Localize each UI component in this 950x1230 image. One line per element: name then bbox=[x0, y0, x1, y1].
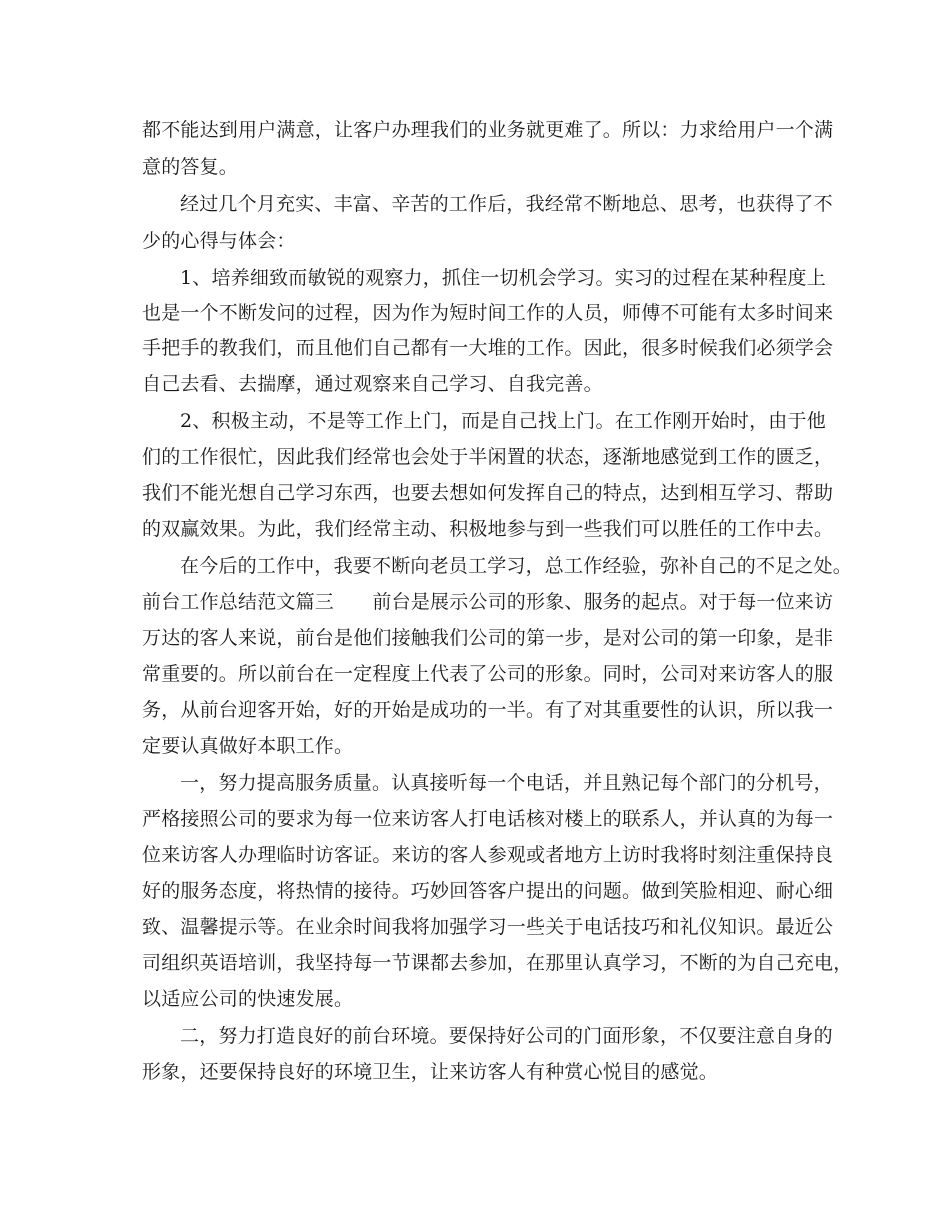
text-line: 自己去看、去揣摩，通过观察来自己学习、自我完善。 bbox=[142, 373, 603, 395]
paragraph-start: 二，努力打造良好的前台环境。要保持好公司的门面形象，不仅要注意自身的 bbox=[180, 1025, 833, 1047]
text-line: 意的答复。 bbox=[142, 156, 239, 178]
paragraph-start: 经过几个月充实、丰富、辛苦的工作后，我经常不断地总、思考，也获得了不 bbox=[180, 193, 833, 215]
section-heading-line: 前台工作总结范文篇三 前台是展示公司的形象、服务的起点。对于每一位来访 bbox=[142, 591, 834, 613]
paragraph-start: 1、培养细致而敏锐的观察力，抓住一切机会学习。实习的过程在某种程度上 bbox=[180, 267, 826, 289]
text-line: 我们不能光想自己学习东西，也要去想如何发挥自己的特点，达到相互学习、帮助 bbox=[142, 482, 834, 504]
text-line: 万达的客人来说，前台是他们接触我们公司的第一步，是对公司的第一印象，是非 bbox=[142, 627, 834, 649]
text-line: 定要认真做好本职工作。 bbox=[142, 735, 354, 757]
text-line: 形象，还要保持良好的环境卫生，让来访客人有种赏心悦目的感觉。 bbox=[142, 1061, 719, 1083]
text-line: 以适应公司的快速发展。 bbox=[142, 988, 354, 1010]
text-line: 常重要的。所以前台在一定程度上代表了公司的形象。同时，公司对来访客人的服 bbox=[142, 663, 834, 685]
text-line: 务，从前台迎客开始，好的开始是成功的一半。有了对其重要性的认识，所以我一 bbox=[142, 699, 834, 721]
text-line: 位来访客人办理临时访客证。来访的客人参观或者地方上访时我将时刻注重保持良 bbox=[142, 844, 834, 866]
paragraph-start: 在今后的工作中，我要不断向老员工学习，总工作经验，弥补自己的不足之处。 bbox=[180, 555, 853, 577]
text-line: 都不能达到用户满意，让客户办理我们的业务就更难了。所以：力求给用户一个满 bbox=[142, 119, 834, 141]
text-line: 致、温馨提示等。在业余时间我将加强学习一些关于电话技巧和礼仪知识。最近公 bbox=[142, 916, 834, 938]
text-line: 严格接照公司的要求为每一位来访客人打电话核对楼上的联系人，并认真的为每一 bbox=[142, 808, 834, 830]
text-line: 少的心得与体会： bbox=[142, 230, 296, 252]
text-line: 也是一个不断发问的过程，因为作为短时间工作的人员，师傅不可能有太多时间来 bbox=[142, 302, 834, 324]
text-line: 好的服务态度，将热情的接待。巧妙回答客户提出的问题。做到笑脸相迎、耐心细 bbox=[142, 880, 834, 902]
text-line: 手把手的教我们，而且他们自己都有一大堆的工作。因此，很多时候我们必须学会 bbox=[142, 337, 834, 359]
paragraph-start: 一，努力提高服务质量。认真接听每一个电话，并且熟记每个部门的分机号， bbox=[180, 772, 833, 794]
text-line: 司组织英语培训，我坚持每一节课都去参加，在那里认真学习，不断的为自己充电， bbox=[142, 952, 853, 974]
text-line: 的双赢效果。为此，我们经常主动、积极地参与到一些我们可以胜任的工作中去。 bbox=[142, 518, 834, 540]
text-line: 们的工作很忙，因此我们经常也会处于半闲置的状态，逐渐地感觉到工作的匮乏， bbox=[142, 446, 834, 468]
paragraph-start: 2、积极主动，不是等工作上门，而是自己找上门。在工作刚开始时，由于他 bbox=[180, 410, 826, 432]
